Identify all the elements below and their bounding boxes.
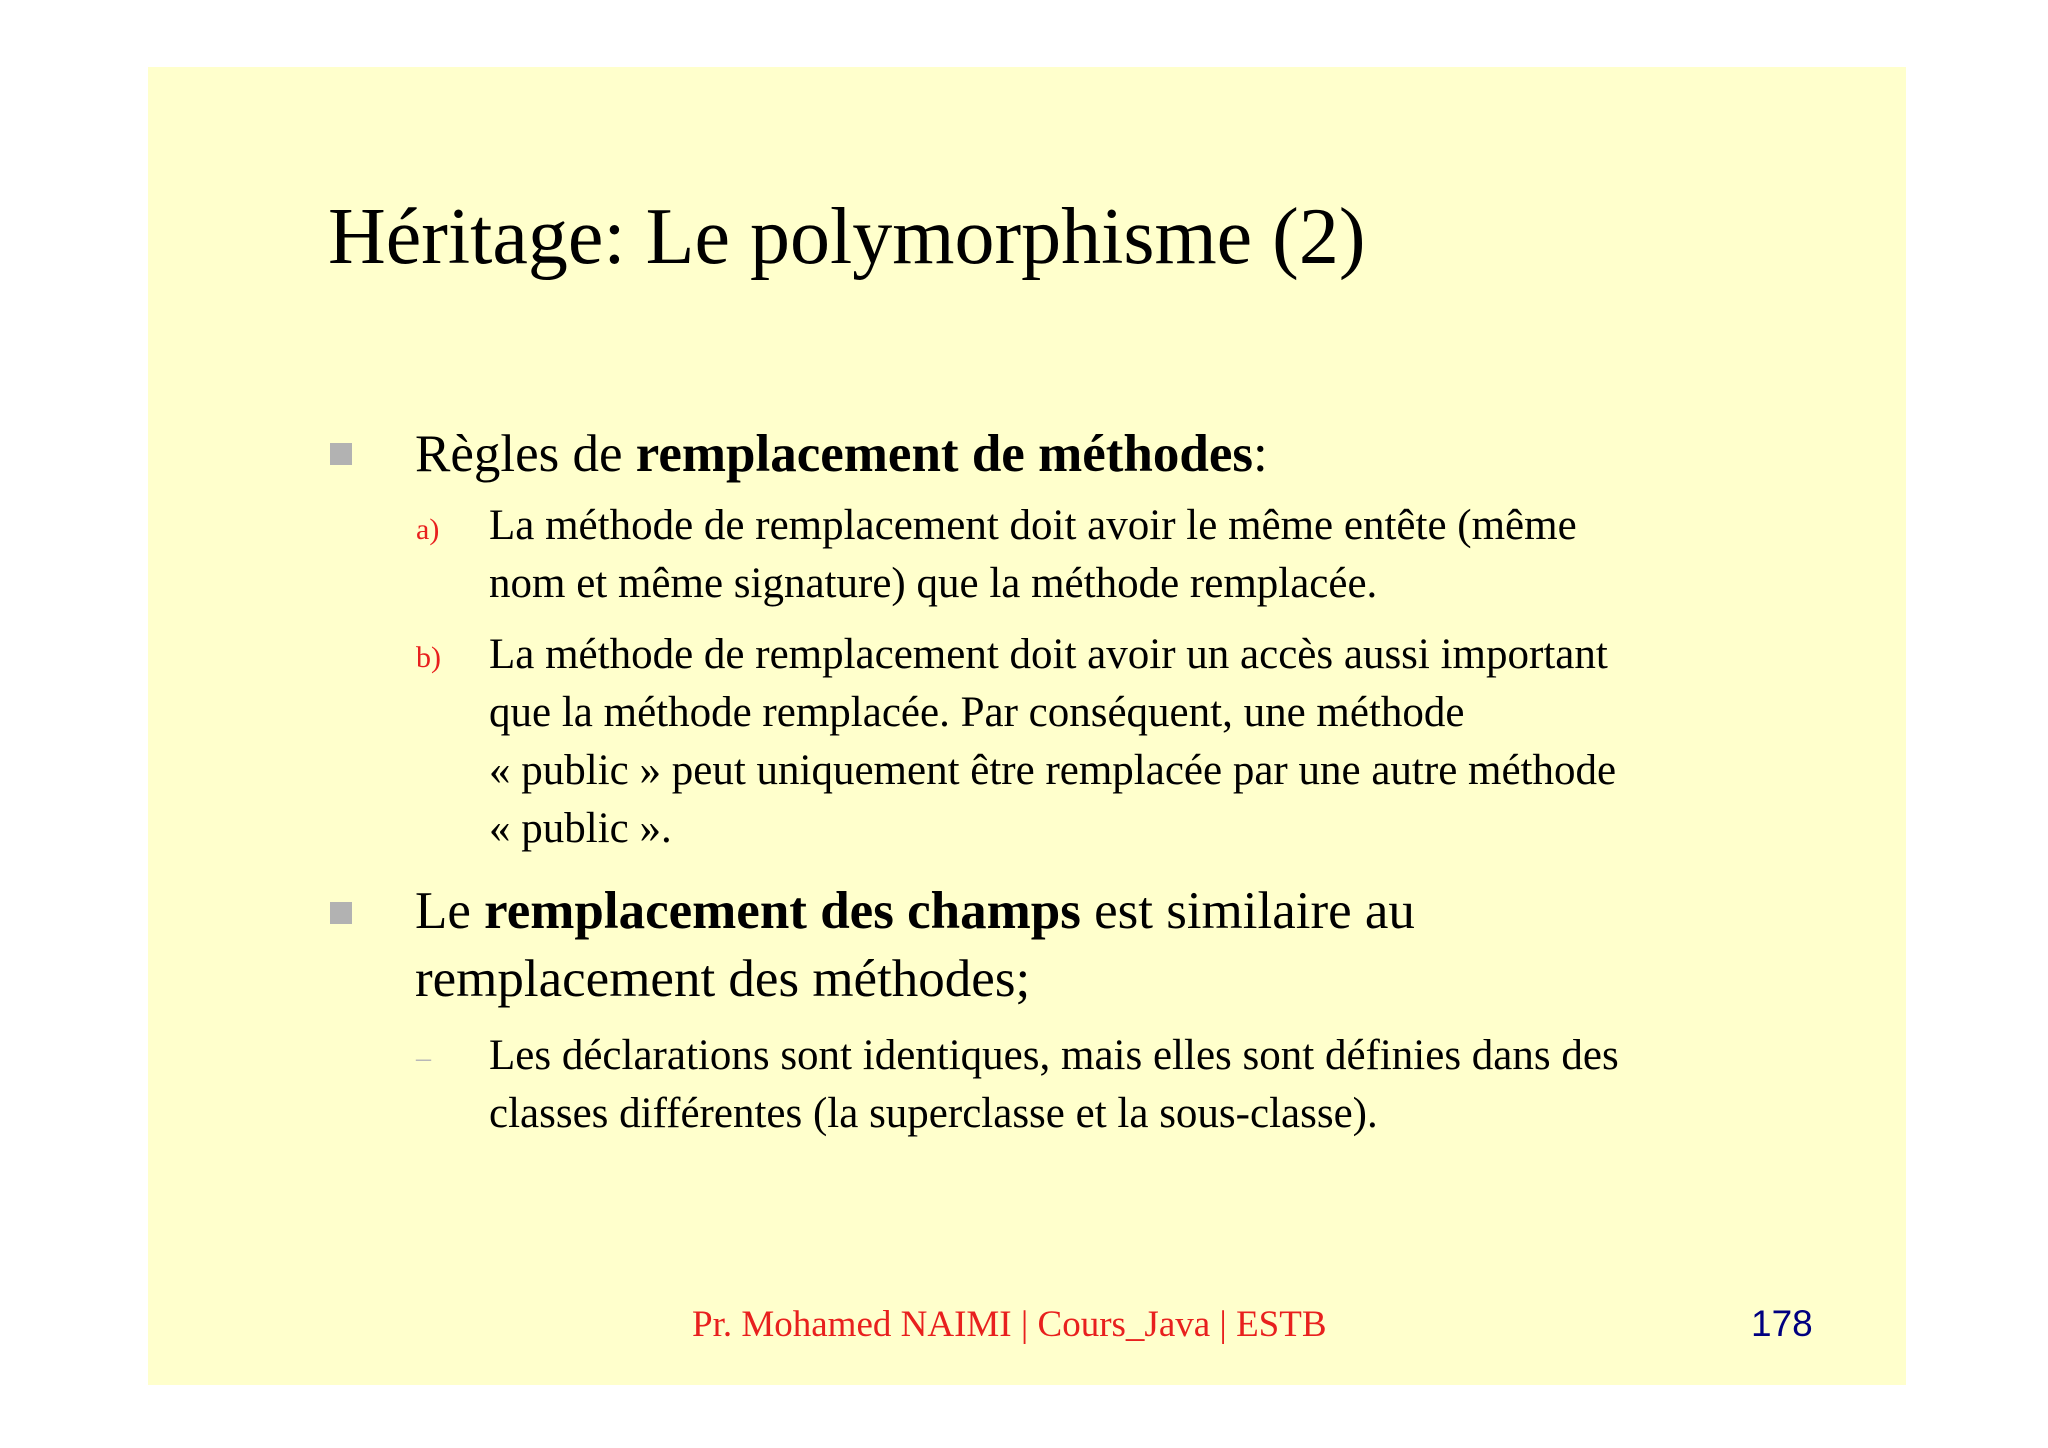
list-marker-b: b) xyxy=(416,641,441,674)
bullet-text-prefix: Règles de xyxy=(415,425,636,483)
page-number: 178 xyxy=(1751,1303,1813,1344)
square-bullet-icon xyxy=(330,902,352,924)
sub-item-a-line2: nom et même signature) que la méthode remplacée. xyxy=(489,560,1378,607)
sub-item-b-line4: « public ». xyxy=(489,805,672,852)
bullet-text-prefix: Le xyxy=(415,882,485,940)
sub-item-a-line1: La méthode de remplacement doit avoir le même entête (même xyxy=(489,502,1577,549)
sub-item-dash-line1: Les déclarations sont identiques, mais elles sont définies dans des xyxy=(489,1032,1619,1079)
sub-item-b-line1: La méthode de remplacement doit avoir un accès aussi important xyxy=(489,631,1608,678)
bullet-remplacement-methodes xyxy=(415,420,1268,488)
square-bullet-icon xyxy=(330,443,352,465)
bullet-remplacement-champs xyxy=(415,877,1415,1013)
sub-item-b-line2: que la méthode remplacée. Par conséquent, une méthode xyxy=(489,689,1465,736)
list-marker-dash: – xyxy=(416,1041,431,1074)
sub-item-b-line3: « public » peut uniquement être remplacée par une autre méthode xyxy=(489,747,1617,794)
bullet-text-bold: remplacement des champs xyxy=(484,882,1081,940)
slide xyxy=(148,67,1906,1385)
bullet-text-bold: remplacement de méthodes xyxy=(635,425,1253,483)
sub-item-a xyxy=(489,497,1577,613)
bullet-text-line2: remplacement des méthodes; xyxy=(415,950,1031,1008)
footer-author: Pr. Mohamed NAIMI | Cours_Java | ESTB xyxy=(692,1304,1327,1345)
sub-item-b xyxy=(489,626,1616,858)
bullet-text-suffix: est similaire au xyxy=(1080,882,1415,940)
sub-item-dash-line2: classes différentes (la superclasse et la sous-classe). xyxy=(489,1090,1378,1137)
slide-title: Héritage: Le polymorphisme (2) xyxy=(328,193,1366,281)
bullet-text-suffix: : xyxy=(1253,425,1268,483)
list-marker-a: a) xyxy=(416,513,440,546)
sub-item-dash xyxy=(489,1027,1619,1143)
